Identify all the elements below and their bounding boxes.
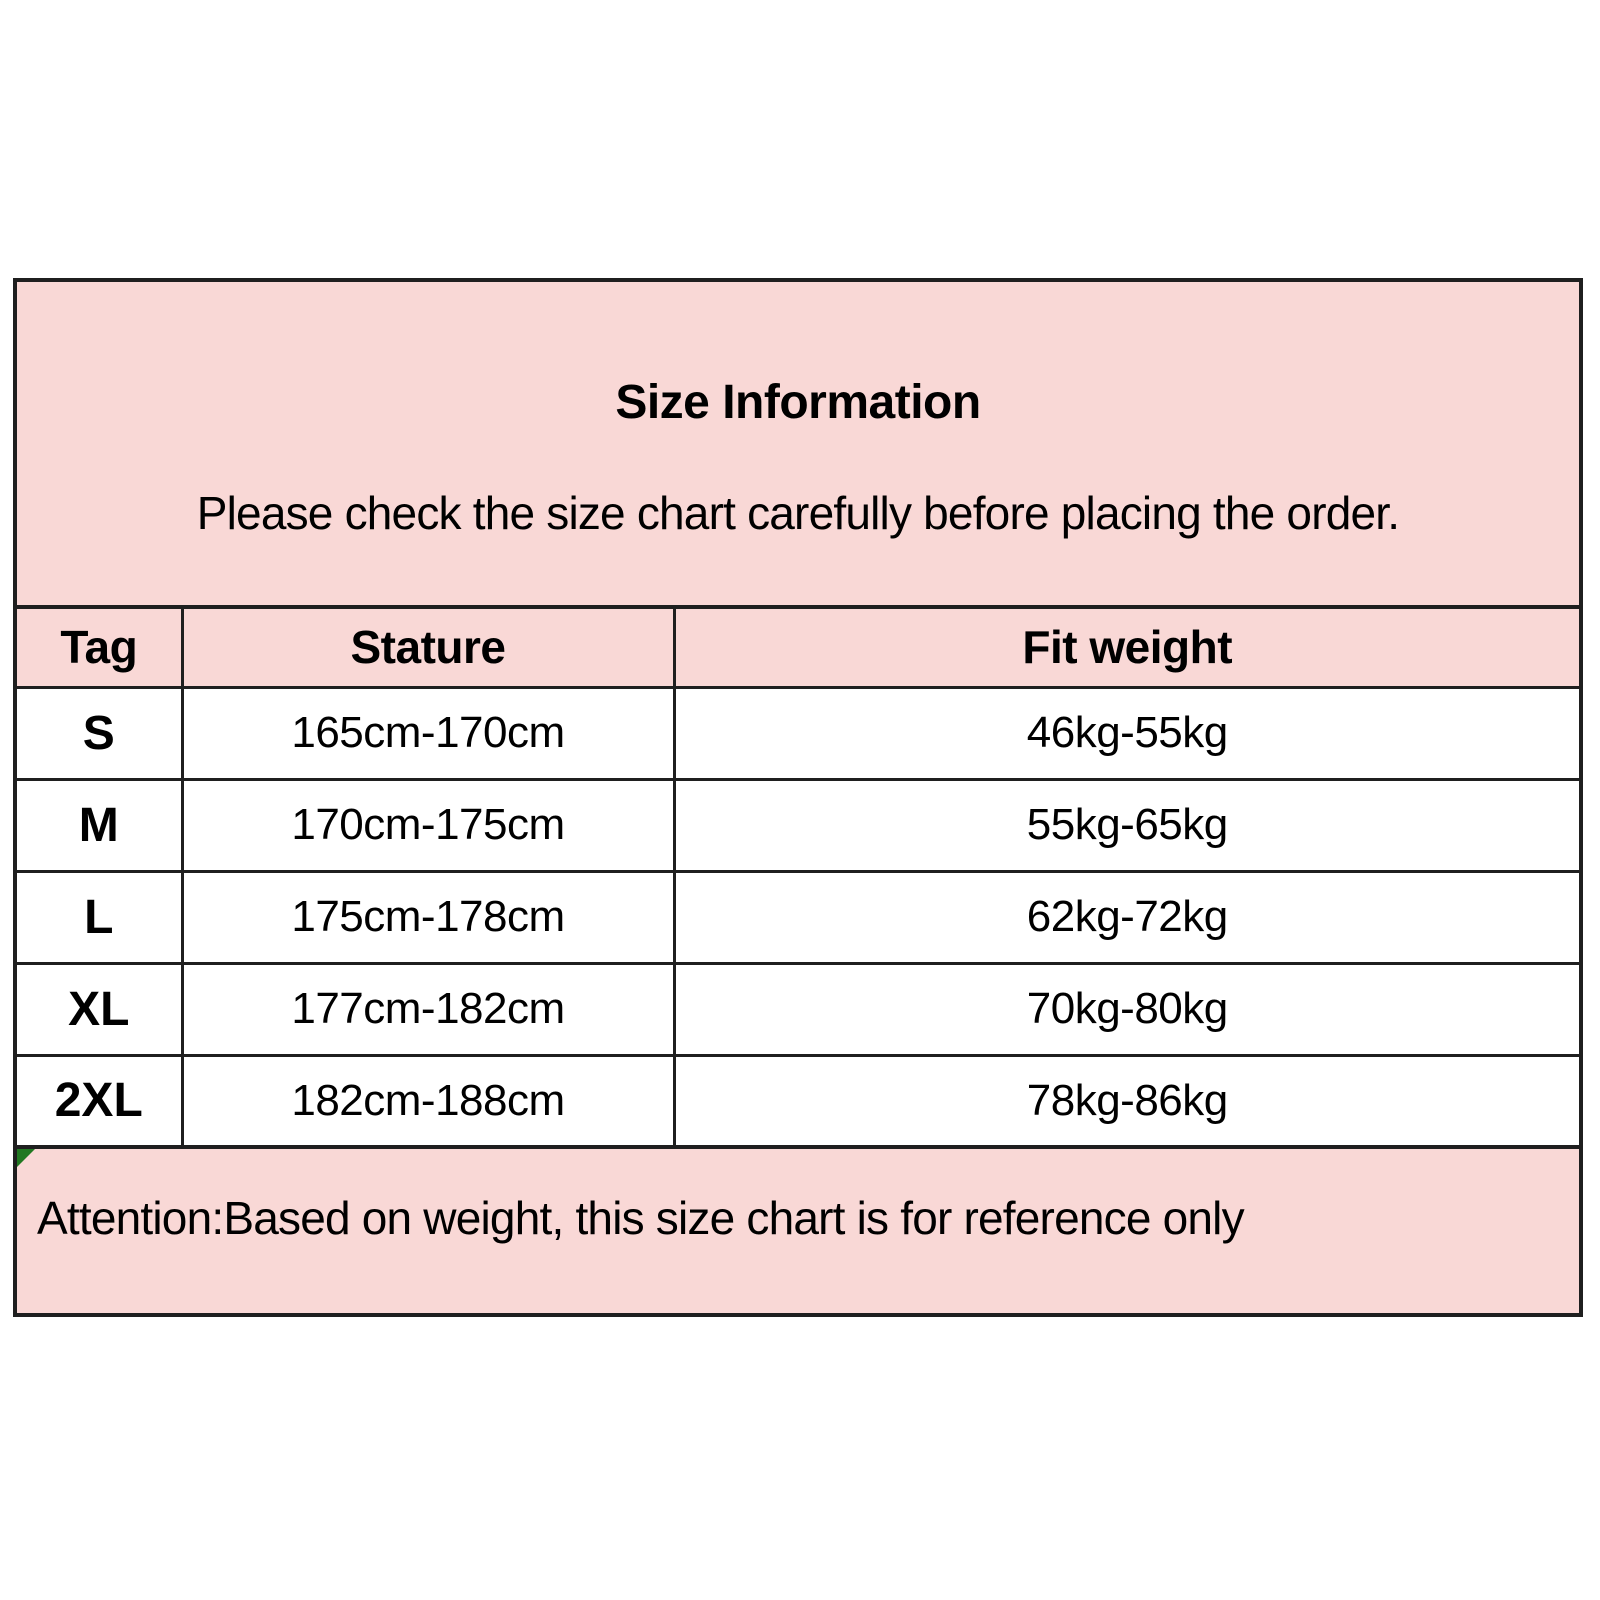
attention-bar	[13, 1149, 1583, 1317]
fit-weight-cell: 55kg-65kg	[674, 779, 1581, 871]
fit-weight-cell: 46kg-55kg	[674, 687, 1581, 779]
comment-marker-icon	[17, 1149, 35, 1167]
size-table	[13, 605, 1583, 1149]
intro-section	[13, 278, 1583, 605]
page-title: Size Information	[615, 376, 981, 429]
size-tag-cell: L	[15, 871, 182, 963]
stature-cell: 175cm-178cm	[182, 871, 674, 963]
table-header-row	[15, 607, 1581, 687]
column-header-stature: Stature	[182, 607, 674, 687]
size-tag-cell: S	[15, 687, 182, 779]
size-tag-cell: M	[15, 779, 182, 871]
attention-text: Attention:Based on weight, this size chart is for reference only	[37, 1192, 1244, 1244]
stature-cell: 182cm-188cm	[182, 1055, 674, 1147]
table-row	[15, 687, 1581, 779]
stature-cell: 165cm-170cm	[182, 687, 674, 779]
table-row	[15, 779, 1581, 871]
column-header-fit-weight: Fit weight	[674, 607, 1581, 687]
table-row	[15, 1055, 1581, 1147]
stature-cell: 170cm-175cm	[182, 779, 674, 871]
column-header-tag: Tag	[15, 607, 182, 687]
fit-weight-cell: 78kg-86kg	[674, 1055, 1581, 1147]
size-tag-cell: 2XL	[15, 1055, 182, 1147]
size-chart-sheet	[13, 278, 1583, 1317]
table-row	[15, 871, 1581, 963]
fit-weight-cell: 62kg-72kg	[674, 871, 1581, 963]
table-row	[15, 963, 1581, 1055]
size-tag-cell: XL	[15, 963, 182, 1055]
stature-cell: 177cm-182cm	[182, 963, 674, 1055]
subtitle: Please check the size chart carefully before placing the order.	[196, 487, 1400, 539]
fit-weight-cell: 70kg-80kg	[674, 963, 1581, 1055]
